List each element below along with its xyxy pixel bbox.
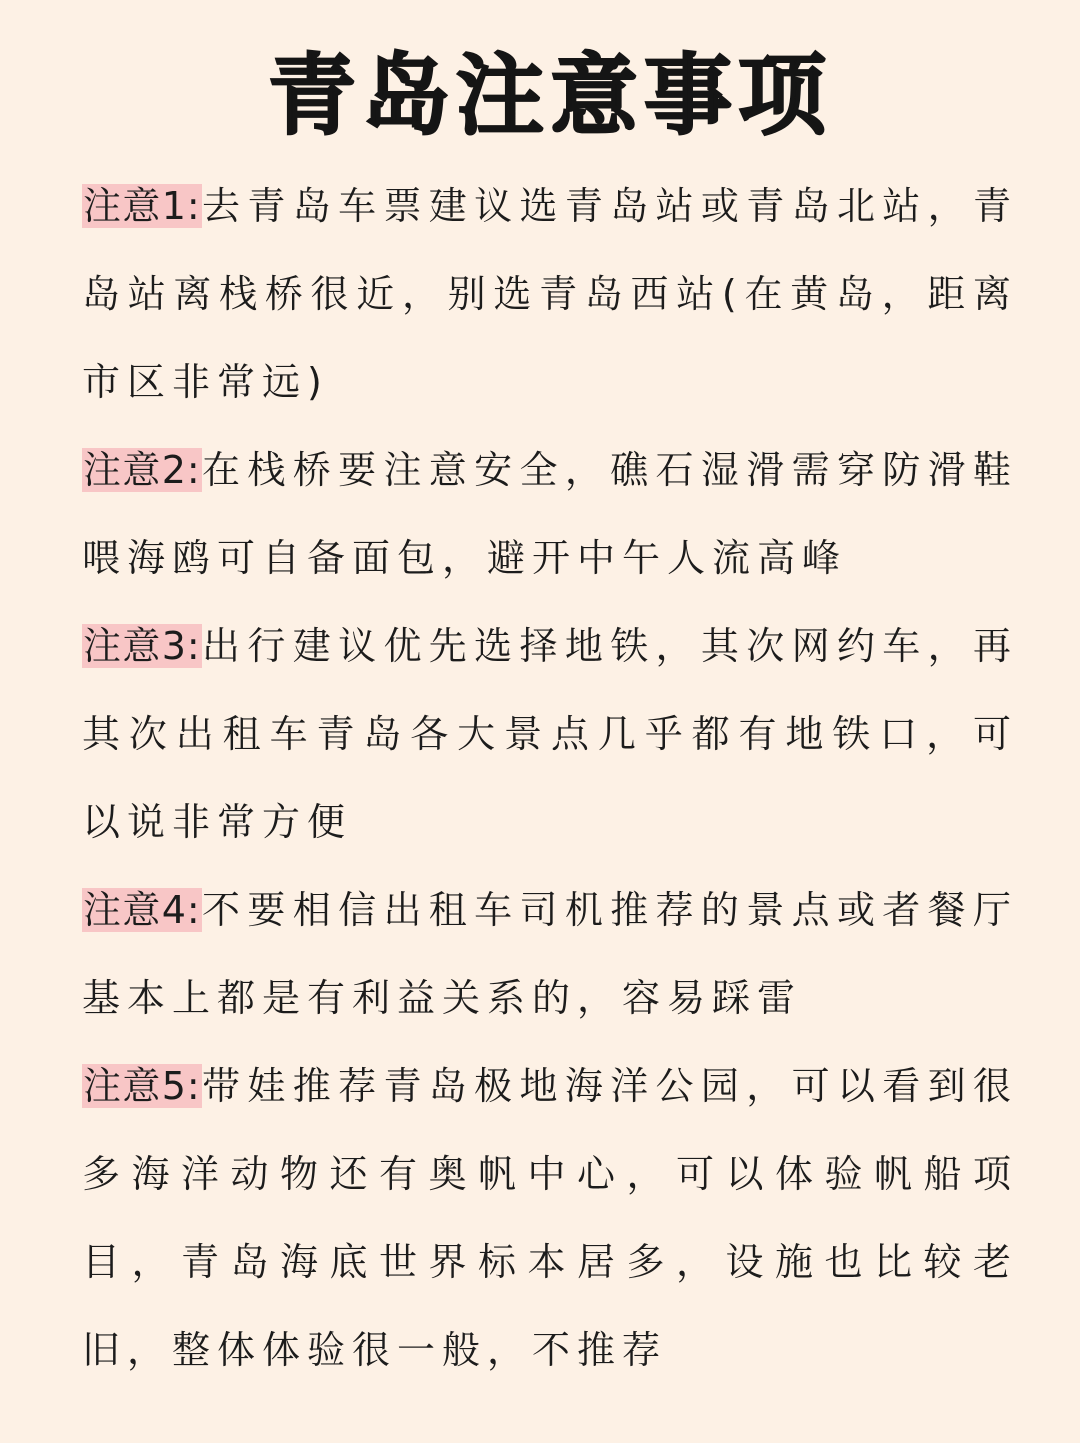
note-label: 注意5: [83, 1064, 201, 1108]
note-label: 注意3: [83, 624, 201, 668]
note-text: 去青岛车票建议选青岛站或青岛北站，青岛站离栈桥很近，别选青岛西站(在黄岛，距离市区非常远) [82, 184, 1018, 404]
note-text: 在栈桥要注意安全，礁石湿滑需穿防滑鞋喂海鸥可自备面包，避开中午人流高峰 [82, 448, 1018, 580]
notes-list [82, 162, 1018, 1394]
note-text: 不要相信出租车司机推荐的景点或者餐厅基本上都是有利益关系的，容易踩雷 [82, 888, 1018, 1020]
note-label: 注意2: [83, 448, 201, 492]
note-item-5 [82, 1042, 1018, 1394]
note-item-3 [82, 602, 1018, 866]
note-label: 注意4: [83, 888, 201, 932]
note-item-4 [82, 866, 1018, 1042]
note-text: 带娃推荐青岛极地海洋公园，可以看到很多海洋动物还有奥帆中心，可以体验帆船项目，青岛海底世界标本居多，设施也比较老旧，整体体验很一般，不推荐 [82, 1064, 1018, 1372]
note-label: 注意1: [83, 184, 201, 228]
note-item-1 [82, 162, 1018, 426]
note-text: 出行建议优先选择地铁，其次网约车，再其次出租车青岛各大景点几乎都有地铁口，可以说非常方便 [82, 624, 1018, 844]
note-item-2 [82, 426, 1018, 602]
page-title: 青岛注意事项 [267, 44, 832, 147]
